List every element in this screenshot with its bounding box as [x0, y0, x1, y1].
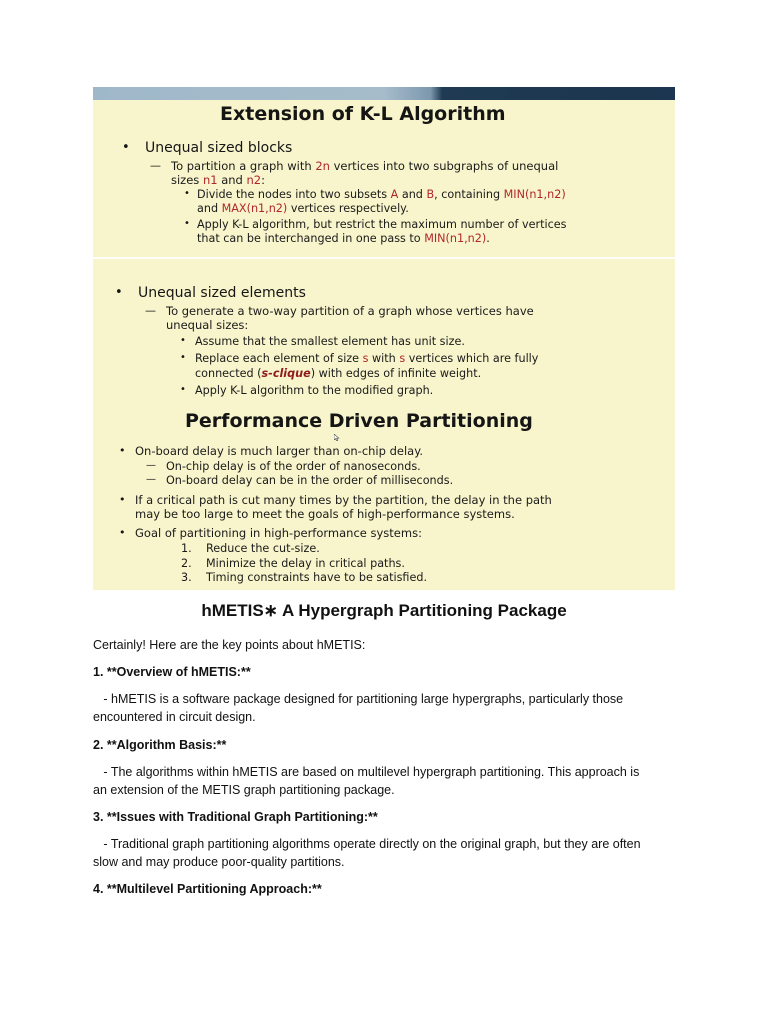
section-2-line2: an extension of the METIS graph partitioning package. — [93, 783, 395, 797]
slide2-dash-line1: To generate a two-way partition of a graph whose vertices have — [166, 304, 534, 318]
bullet-dot-icon: • — [184, 188, 190, 199]
slide2-sub3: Apply K-L algorithm to the modified graph. — [195, 384, 434, 397]
slide2-sub1: Assume that the smallest element has unit size. — [195, 335, 465, 348]
bullet-dot-icon: • — [122, 140, 130, 155]
slide1-dash-line1: To partition a graph with 2n vertices into two subgraphs of unequal — [171, 159, 559, 173]
slide3-list-item: Reduce the cut-size. — [206, 542, 320, 555]
slide-title-performance: Performance Driven Partitioning — [185, 410, 533, 432]
bullet-dot-icon: • — [115, 285, 123, 300]
section-1-line1: - hMETIS is a software package designed for partitioning large hypergraphs, particularly those — [93, 692, 624, 706]
slide-top-bar — [93, 87, 675, 100]
intro-paragraph: Certainly! Here are the key points about hMETIS: — [93, 638, 366, 652]
dash-icon: — — [146, 460, 156, 471]
section-2-line1: - The algorithms within hMETIS are based on multilevel hypergraph partitioning. This approach is — [93, 765, 640, 779]
slide3-list-num: 3. — [181, 571, 192, 584]
bullet-dot-icon: • — [180, 384, 186, 395]
slide3-bullet2-line2: may be too large to meet the goals of high-performance systems. — [135, 507, 515, 521]
section-heading-4: 4. **Multilevel Partitioning Approach:** — [93, 882, 322, 896]
slide2-sub2-line2: connected (s-clique) with edges of infinite weight. — [195, 367, 482, 380]
bullet-dot-icon: • — [180, 352, 186, 363]
dash-icon: — — [146, 474, 156, 485]
slide-image — [93, 87, 675, 590]
bullet-dot-icon: • — [119, 526, 126, 539]
slide3-list-num: 2. — [181, 557, 192, 570]
slide3-bullet1-dash1: On-chip delay is of the order of nanoseconds. — [166, 460, 421, 473]
slide-title-kl: Extension of K-L Algorithm — [220, 103, 506, 125]
slide2-bullet: Unequal sized elements — [138, 285, 306, 301]
slide1-sub1-line1: Divide the nodes into two subsets A and B, containing MIN(n1,n2) — [197, 188, 566, 201]
bullet-dot-icon: • — [180, 335, 186, 346]
section-1-line2: encountered in circuit design. — [93, 710, 256, 724]
slide3-list-item: Minimize the delay in critical paths. — [206, 557, 405, 570]
slide1-sub1-line2: and MAX(n1,n2) vertices respectively. — [197, 202, 409, 215]
dash-icon: — — [150, 159, 161, 172]
document-title: hMETIS∗ A Hypergraph Partitioning Package — [201, 601, 567, 620]
slide1-dash-line2: sizes n1 and n2: — [171, 173, 265, 187]
section-heading-3: 3. **Issues with Traditional Graph Partitioning:** — [93, 810, 378, 824]
section-heading-2: 2. **Algorithm Basis:** — [93, 738, 227, 752]
slide3-list-item: Timing constraints have to be satisfied. — [206, 571, 428, 584]
slide2-dash-line2: unequal sizes: — [166, 318, 249, 332]
slide1-bullet: Unequal sized blocks — [145, 140, 293, 156]
bullet-dot-icon: • — [119, 444, 126, 457]
slide3-list-num: 1. — [181, 542, 192, 555]
bullet-dot-icon: • — [119, 493, 126, 506]
slide1-sub2-line1: Apply K-L algorithm, but restrict the maximum number of vertices — [197, 218, 567, 231]
slide3-bullet3: Goal of partitioning in high-performance systems: — [135, 526, 422, 540]
section-3-line1: - Traditional graph partitioning algorithms operate directly on the original graph, but they are often — [93, 837, 641, 851]
bullet-dot-icon: • — [184, 218, 190, 229]
mouse-cursor-icon — [334, 434, 340, 441]
slide1-sub2-line2: that can be interchanged in one pass to MIN(n1,n2). — [197, 232, 490, 245]
section-3-line2: slow and may produce poor-quality partitions. — [93, 855, 345, 869]
slide-divider — [93, 257, 675, 259]
section-heading-1: 1. **Overview of hMETIS:** — [93, 665, 251, 679]
slide2-sub2-line1: Replace each element of size s with s vertices which are fully — [195, 352, 539, 365]
slide3-bullet2-line1: If a critical path is cut many times by the partition, the delay in the path — [135, 493, 552, 507]
slide3-bullet1: On-board delay is much larger than on-chip delay. — [135, 444, 424, 458]
slide3-bullet1-dash2: On-board delay can be in the order of milliseconds. — [166, 474, 454, 487]
dash-icon: — — [145, 304, 156, 317]
